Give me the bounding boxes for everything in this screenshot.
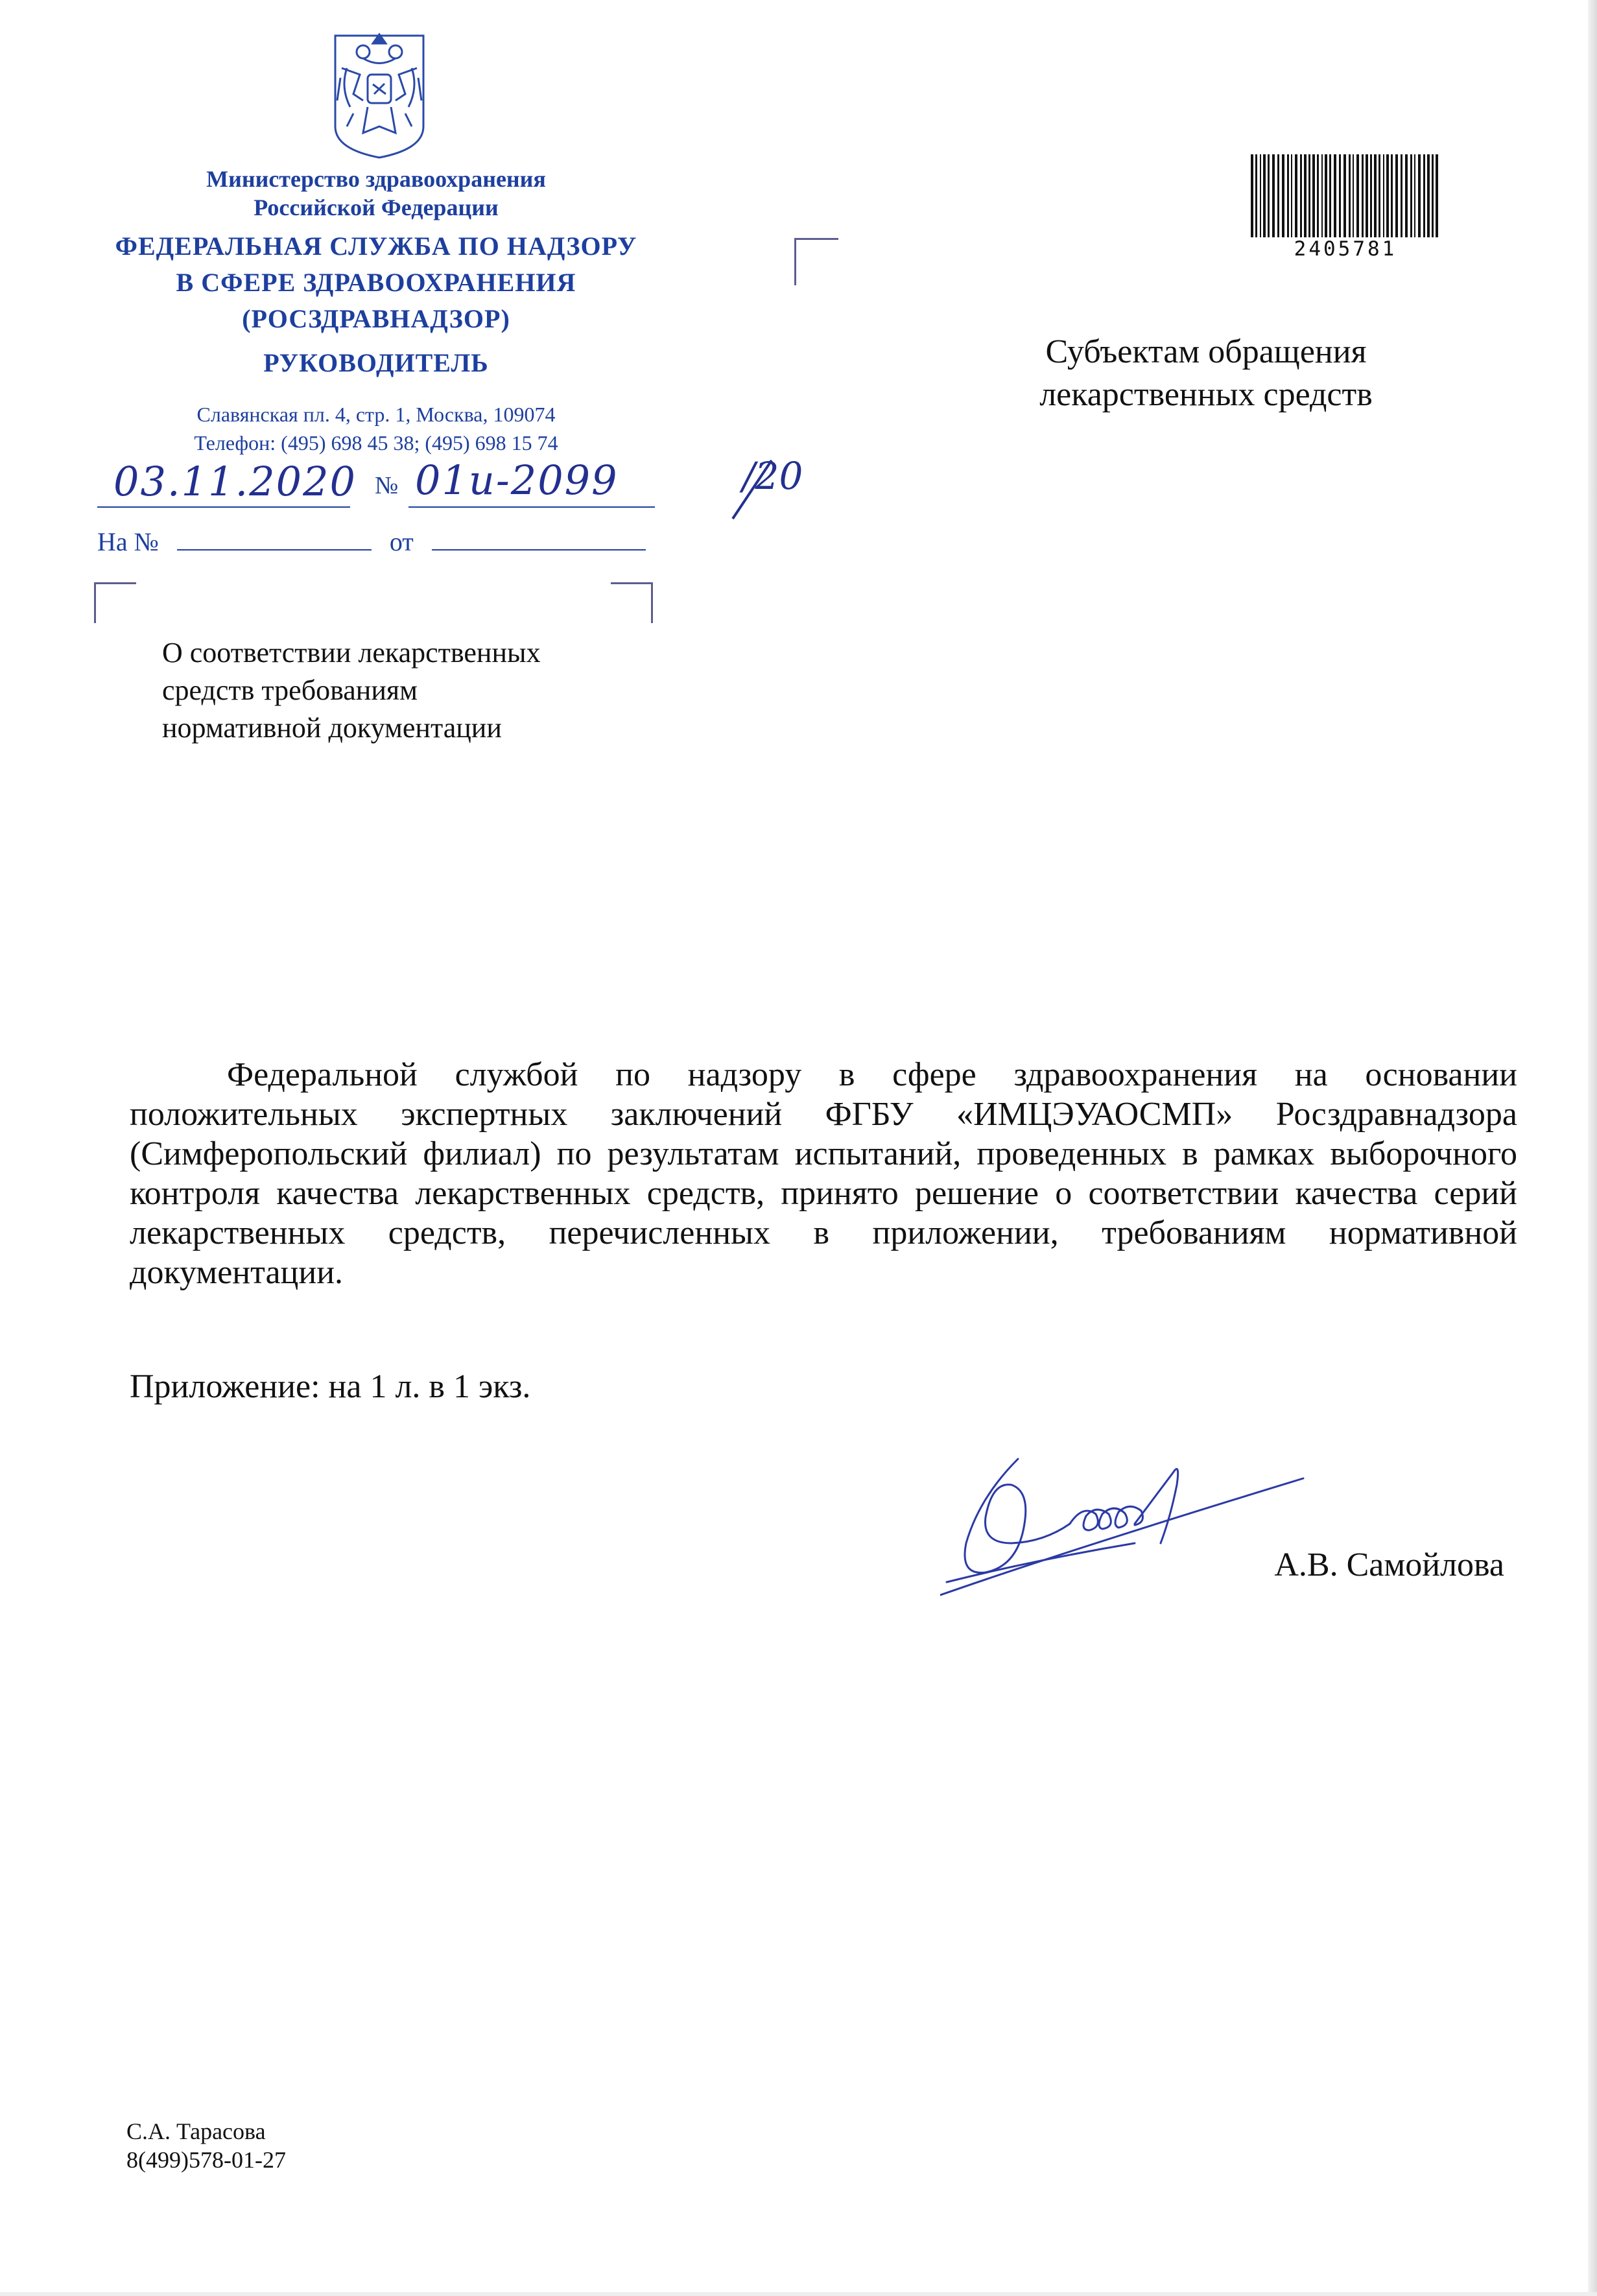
barcode-bar	[1418, 154, 1421, 237]
ministry-line2: Российской Федерации	[254, 195, 499, 220]
barcode-bar	[1391, 154, 1393, 237]
barcode-bar	[1423, 154, 1425, 237]
subject-line3: нормативной документации	[162, 712, 502, 744]
reference-prefix: На №	[97, 527, 159, 556]
contact-block	[78, 400, 674, 457]
barcode-bar	[1401, 154, 1402, 237]
service-line3: (РОСЗДРАВНАДЗОР)	[242, 304, 510, 333]
subject-block	[162, 634, 655, 747]
barcode-bar	[1427, 154, 1430, 237]
barcode-bar	[1383, 154, 1384, 237]
executor-phone: 8(499)578-01-27	[126, 2147, 286, 2173]
barcode-bar	[1291, 154, 1292, 237]
barcode-bar	[1370, 154, 1372, 237]
reference-date-blank	[432, 530, 646, 550]
barcode-bar	[1349, 154, 1351, 237]
executor-name: С.А. Тарасова	[126, 2118, 266, 2144]
registration-suffix: /20	[742, 454, 803, 498]
barcode-bar	[1353, 154, 1354, 237]
subject-corner-right	[611, 582, 653, 623]
barcode-bar	[1432, 154, 1434, 237]
barcode-bar	[1260, 154, 1261, 237]
addressee-corner-mark	[794, 238, 838, 285]
addressee-line1: Субъектам обращения	[1045, 333, 1367, 370]
barcode-bar	[1268, 154, 1270, 237]
barcode-bar	[1321, 154, 1323, 237]
service-block	[78, 228, 674, 337]
barcode-number: 2405781	[1294, 237, 1397, 261]
barcode-bar	[1356, 154, 1359, 237]
registration-number-label: №	[375, 472, 399, 499]
service-line2: В СФЕРЕ ЗДРАВООХРАНЕНИЯ	[176, 268, 576, 297]
executor-block	[126, 2117, 286, 2174]
barcode-bar	[1366, 154, 1368, 237]
registration-number: 01и-2099	[415, 456, 619, 504]
handwritten-signature	[940, 1446, 1316, 1615]
barcode-bar	[1395, 154, 1398, 237]
subject-line2: средств требованиям	[162, 674, 418, 706]
reference-line	[97, 527, 646, 557]
barcode-bar	[1272, 154, 1275, 237]
scan-edge	[1588, 0, 1597, 2296]
reference-number-blank	[177, 530, 372, 550]
scan-bottom-edge	[0, 2292, 1597, 2296]
barcode-bar	[1251, 154, 1253, 237]
addressee-block	[979, 331, 1433, 416]
barcode-bar	[1436, 154, 1438, 237]
barcode-bar	[1362, 154, 1364, 237]
barcode-bar	[1317, 154, 1319, 237]
service-line1: ФЕДЕРАЛЬНАЯ СЛУЖБА ПО НАДЗОРУ	[115, 231, 637, 261]
reference-from: от	[389, 527, 414, 556]
appendix-note: Приложение: на 1 л. в 1 экз.	[130, 1368, 531, 1405]
barcode-bar	[1374, 154, 1377, 237]
address-line: Славянская пл. 4, стр. 1, Москва, 109074	[196, 403, 556, 426]
ministry-line1: Министерство здравоохранения	[206, 166, 546, 192]
barcode-bar	[1304, 154, 1307, 237]
barcode-bar	[1255, 154, 1257, 237]
barcode-bar	[1308, 154, 1310, 237]
barcode-bar	[1282, 154, 1284, 237]
barcode-bar	[1287, 154, 1289, 237]
barcode-bar	[1263, 154, 1266, 237]
barcode-bar	[1300, 154, 1302, 237]
barcode-bar	[1339, 154, 1341, 237]
barcode-bar	[1386, 154, 1389, 237]
addressee-line2: лекарственных средств	[1039, 376, 1373, 413]
ministry-block	[78, 165, 674, 222]
phone-line: Телефон: (495) 698 45 38; (495) 698 15 74	[194, 431, 558, 455]
barcode-bar	[1378, 154, 1380, 237]
barcode-bar	[1312, 154, 1315, 237]
position-title: РУКОВОДИТЕЛЬ	[263, 348, 489, 377]
barcode-bar	[1343, 154, 1346, 237]
barcode-bar	[1414, 154, 1415, 237]
barcode-bar	[1334, 154, 1336, 237]
barcode-bar	[1277, 154, 1279, 237]
registration-date: 03.11.2020	[113, 458, 357, 505]
barcode-bar	[1295, 154, 1297, 237]
coat-of-arms-icon	[327, 29, 431, 159]
barcode-bar	[1410, 154, 1412, 237]
subject-line1: О соответствии лекарственных	[162, 637, 541, 669]
barcode-bar	[1329, 154, 1331, 237]
subject-corner-left	[94, 582, 136, 623]
barcode-bar	[1325, 154, 1327, 237]
barcode-bar	[1405, 154, 1408, 237]
body-paragraph: Федеральной службой по надзору в сфере здравоохранения на основании положительных экспертных заключений ФГБУ «ИМЦЭУАОСМП» Росздравнадзора (Симферопольский филиал) по результатам испытаний, проведенных в рамках выборочного контроля качества лекарственных средств, принято решение о соответствии качества серий лекарственных средств, перечисленных в приложении, требованиям нормативной документации.	[130, 1056, 1517, 1291]
barcode	[1248, 154, 1443, 239]
signer-name: А.В. Самойлова	[1274, 1546, 1504, 1583]
